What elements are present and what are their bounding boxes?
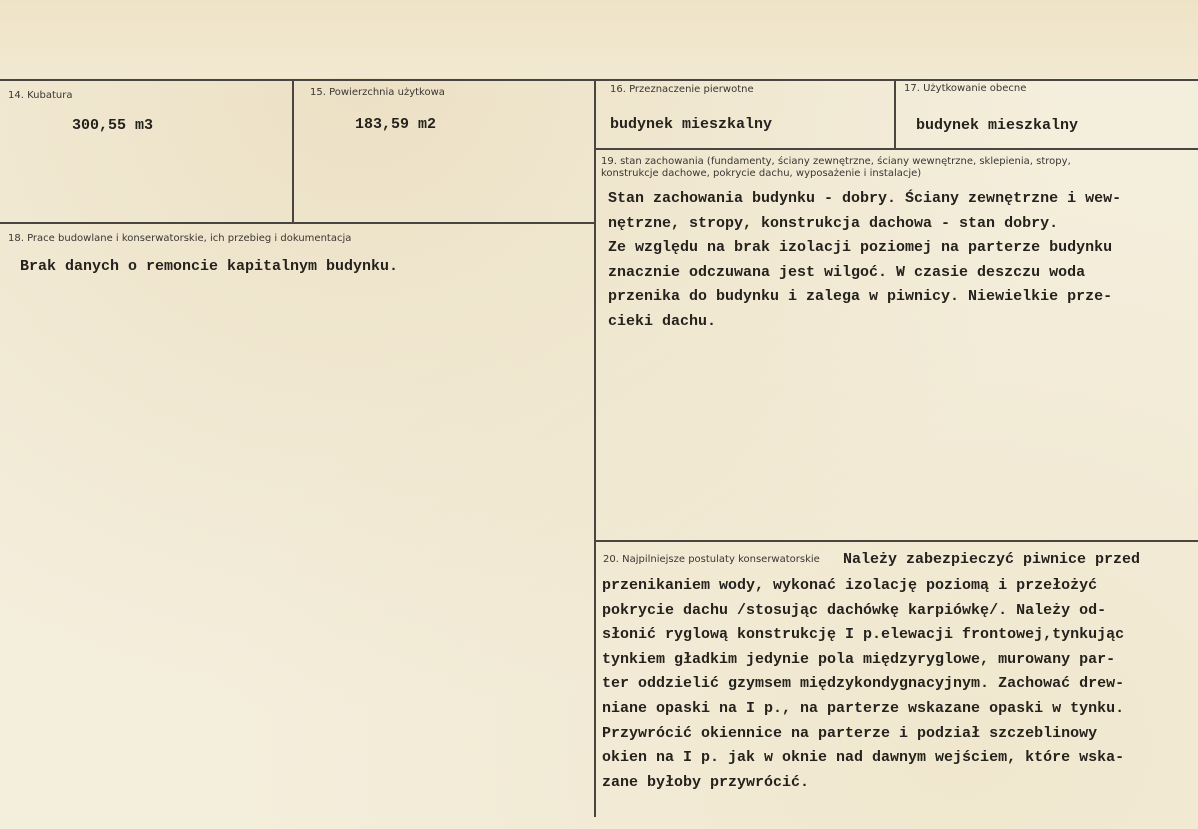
field-18-label: 18. Prace budowlane i konserwatorskie, ich przebieg i dokumentacja [8, 233, 352, 244]
field-20-label: 20. Najpilniejsze postulaty konserwatorskie [603, 554, 820, 565]
field-19-label: 19. stan zachowania (fundamenty, ściany zewnętrzne, ściany wewnętrzne, sklepienia, stropy, konstrukcje dachowe, pokrycie dachu, wyposażenie i instalacje) [601, 156, 1071, 179]
field-15-value: 183,59 m2 [355, 116, 437, 133]
rule-under-14-15 [0, 222, 596, 224]
field-15-label: 15. Powierzchnia użytkowa [310, 87, 445, 98]
divider-14-15 [292, 79, 294, 223]
field-16-value: budynek mieszkalny [610, 116, 773, 133]
field-20-first-line: Należy zabezpieczyć piwnice przed [843, 551, 1141, 568]
top-rule [0, 79, 1198, 81]
field-20-text: przenikaniem wody, wykonać izolację poziomą i przełożyć pokrycie dachu /stosując dachówkę karpiówkę/. Należy od- słonić ryglową konstrukcję I p.elewacji frontowej,tynkując tynkiem gładkim jedynie pola międzyryglowe, murowany par- ter oddzielić gzymsem międzykondygnacyjnym. Zachować drew- niane opaski na I p., na parterze wskazane opaski w tynku. Przywrócić okiennice na parterze i podział szczeblinowy okien na I p. jak w oknie nad dawnym wejściem, które wska- zane byłoby przywrócić. [602, 577, 1125, 791]
field-14-label: 14. Kubatura [8, 90, 73, 101]
field-17-value: budynek mieszkalny [916, 117, 1079, 134]
field-16-label: 16. Przeznaczenie pierwotne [610, 84, 754, 95]
divider-16-17 [894, 79, 896, 149]
divider-center [594, 79, 596, 817]
field-17-label: 17. Użytkowanie obecne [904, 83, 1027, 94]
rule-above-20 [596, 540, 1198, 542]
field-14-value: 300,55 m3 [72, 117, 154, 134]
rule-under-16-17 [596, 148, 1198, 150]
field-18-value: Brak danych o remoncie kapitalnym budynku. [20, 258, 399, 275]
torn-top-margin [0, 0, 1198, 78]
field-19-text: Stan zachowania budynku - dobry. Ściany zewnętrzne i wew- nętrzne, stropy, konstrukcja dachowa - stan dobry. Ze względu na brak izolacji poziomej na parterze budynku znacznie odczuwana jest wilgoć. W czasie deszczu woda przenika do budynku i zalega w piwnicy. Niewielkie prze- cieki dachu. [608, 190, 1122, 330]
